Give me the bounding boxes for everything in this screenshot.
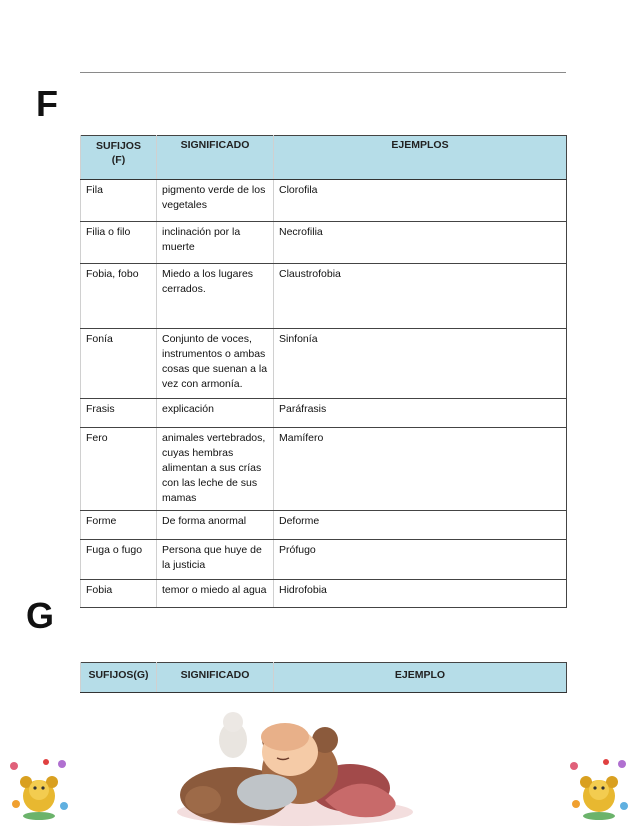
flower-teddy-bear-icon	[6, 756, 72, 822]
table-row	[81, 222, 567, 264]
table-header-row	[81, 663, 567, 693]
header-significado: SIGNIFICADO	[157, 663, 274, 693]
example-cell: Prófugo	[274, 540, 567, 580]
top-horizontal-rule	[80, 72, 566, 73]
meaning-cell: De forma anormal	[157, 511, 274, 540]
table-row	[81, 511, 567, 540]
meaning-cell: temor o miedo al agua	[157, 580, 274, 608]
section-letter-g: G	[26, 595, 55, 636]
example-cell: Paráfrasis	[274, 399, 567, 428]
suffix-cell: Fobia	[81, 580, 157, 608]
header-sufijos: SUFIJOS(G)	[81, 663, 157, 693]
suffix-cell: Fila	[81, 180, 157, 222]
suffix-cell: Forme	[81, 511, 157, 540]
suffix-table-f	[80, 135, 567, 608]
suffix-cell: Fobia, fobo	[81, 264, 157, 329]
table-row	[81, 180, 567, 222]
example-cell: Sinfonía	[274, 329, 567, 399]
suffix-cell: Fuga o fugo	[81, 540, 157, 580]
example-cell: Necrofilia	[274, 222, 567, 264]
example-cell: Hidrofobia	[274, 580, 567, 608]
example-cell: Claustrofobia	[274, 264, 567, 329]
table-row	[81, 540, 567, 580]
table-row	[81, 264, 567, 329]
flower-teddy-bear-icon	[566, 756, 632, 822]
meaning-cell: pigmento verde de los vegetales	[157, 180, 274, 222]
suffix-cell: Frasis	[81, 399, 157, 428]
table-header-row	[81, 136, 567, 180]
table-row	[81, 329, 567, 399]
table-row	[81, 399, 567, 428]
sleeping-bear-baby-illustration	[175, 700, 415, 826]
suffix-cell: Filia o filo	[81, 222, 157, 264]
meaning-cell: animales vertebrados, cuyas hembras alimentan a sus crías con las leche de sus mamas	[157, 428, 274, 511]
section-letter-f: F	[36, 83, 58, 124]
header-significado: SIGNIFICADO	[157, 136, 274, 180]
meaning-cell: Persona que huye de la justicia	[157, 540, 274, 580]
suffix-cell: Fero	[81, 428, 157, 511]
example-cell: Mamífero	[274, 428, 567, 511]
suffix-table-g	[80, 662, 567, 693]
header-ejemplo: EJEMPLO	[274, 663, 567, 693]
table-row	[81, 428, 567, 511]
header-sufijos: SUFIJOS (F)	[81, 136, 157, 180]
example-cell: Clorofila	[274, 180, 567, 222]
example-cell: Deforme	[274, 511, 567, 540]
meaning-cell: inclinación por la muerte	[157, 222, 274, 264]
suffix-cell: Fonía	[81, 329, 157, 399]
meaning-cell: Conjunto de voces, instrumentos o ambas cosas que suenan a la vez con armonía.	[157, 329, 274, 399]
header-ejemplos: EJEMPLOS	[274, 136, 567, 180]
meaning-cell: explicación	[157, 399, 274, 428]
table-row	[81, 580, 567, 608]
meaning-cell: Miedo a los lugares cerrados.	[157, 264, 274, 329]
